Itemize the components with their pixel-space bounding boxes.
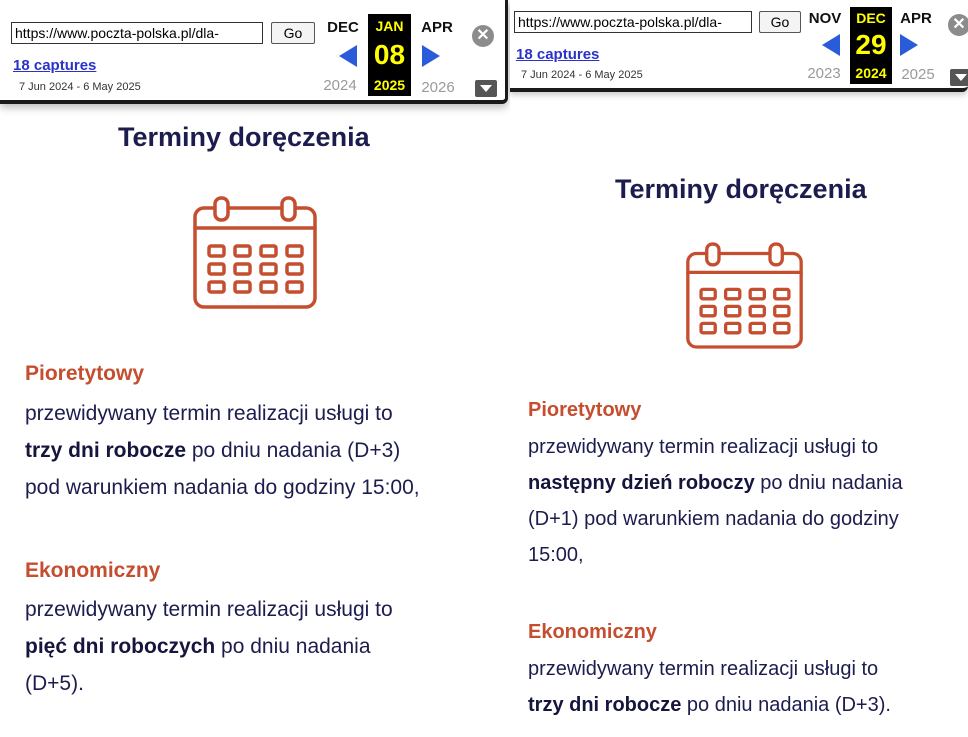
description-line: przewidywany termin realizacji usługi to — [25, 598, 393, 621]
chevron-down-icon[interactable] — [475, 80, 497, 97]
highlight-text: następny dzień roboczy — [528, 472, 755, 494]
captures-link[interactable]: 18 captures — [13, 57, 97, 74]
page-title: Terminy doręczenia — [615, 174, 867, 204]
arrow-right-icon[interactable] — [900, 34, 918, 56]
next-month-link[interactable]: APR — [900, 10, 932, 27]
page-title: Terminy doręczenia — [118, 122, 370, 152]
prev-month-link[interactable]: DEC — [327, 19, 359, 36]
right-screenshot-panel — [510, 0, 968, 737]
description-line: pod warunkiem nadania do godziny 15:00, — [25, 476, 420, 499]
description-line — [528, 465, 968, 501]
go-button[interactable]: Go — [271, 22, 315, 44]
description-line: przewidywany termin realizacji usługi to — [528, 436, 879, 458]
description-line — [25, 432, 505, 469]
service-description-priority — [25, 395, 505, 506]
arrow-right-icon[interactable] — [422, 45, 440, 67]
description-text: po dniu nadania — [754, 472, 903, 494]
service-description-priority — [528, 429, 968, 573]
highlight-text: pięć dni roboczych — [25, 635, 216, 658]
current-year: 2024 — [855, 65, 887, 81]
current-day: 29 — [855, 29, 887, 60]
calendar-icon — [685, 241, 804, 351]
close-icon[interactable]: ✕ — [472, 25, 494, 47]
service-description-economy — [25, 591, 505, 702]
description-text: po dniu nadania (D+3). — [681, 694, 891, 716]
service-name-economy: Ekonomiczny — [25, 559, 161, 582]
captures-link[interactable]: 18 captures — [516, 46, 600, 63]
current-capture-column — [368, 14, 411, 96]
wayback-toolbar — [0, 0, 508, 104]
prev-month-link[interactable]: NOV — [808, 10, 842, 27]
description-line: przewidywany termin realizacji usługi to — [25, 402, 393, 425]
arrow-left-icon[interactable] — [822, 34, 840, 56]
url-input[interactable]: https://www.poczta-polska.pl/dla- — [514, 11, 752, 33]
description-line — [528, 687, 968, 723]
current-year: 2025 — [373, 77, 406, 93]
service-name-economy: Ekonomiczny — [528, 621, 657, 643]
next-year-link[interactable]: 2026 — [421, 79, 455, 96]
description-line — [25, 628, 505, 665]
service-name-priority: Pioretytowy — [528, 399, 642, 421]
description-line: 15:00, — [528, 544, 584, 566]
go-button[interactable]: Go — [759, 11, 801, 33]
prev-year-link[interactable]: 2023 — [807, 65, 841, 82]
wayback-toolbar — [510, 0, 968, 92]
current-month: JAN — [375, 18, 404, 34]
current-month: DEC — [856, 10, 886, 26]
description-line: (D+1) pod warunkiem nadania do godziny — [528, 508, 899, 530]
description-text: po dniu nadania — [215, 635, 371, 658]
next-year-link[interactable]: 2025 — [901, 66, 935, 83]
calendar-icon — [192, 196, 318, 310]
url-input[interactable]: https://www.poczta-polska.pl/dla- — [11, 22, 263, 44]
chevron-down-icon[interactable] — [950, 69, 968, 86]
highlight-text: trzy dni robocze — [25, 439, 187, 462]
description-line: (D+5). — [25, 672, 84, 695]
highlight-text: trzy dni robocze — [528, 694, 682, 716]
next-month-link[interactable]: APR — [421, 19, 453, 36]
service-name-priority: Pioretytowy — [25, 362, 145, 385]
service-description-economy — [528, 651, 968, 723]
description-line: przewidywany termin realizacji usługi to — [528, 658, 879, 680]
description-text: po dniu nadania (D+3) — [186, 439, 401, 462]
capture-range: 7 Jun 2024 - 6 May 2025 — [19, 81, 141, 93]
prev-year-link[interactable]: 2024 — [323, 77, 357, 94]
close-icon[interactable]: ✕ — [948, 14, 968, 36]
capture-range: 7 Jun 2024 - 6 May 2025 — [521, 69, 643, 81]
arrow-left-icon[interactable] — [339, 45, 357, 67]
current-day: 08 — [373, 39, 406, 70]
current-capture-column — [850, 7, 892, 84]
